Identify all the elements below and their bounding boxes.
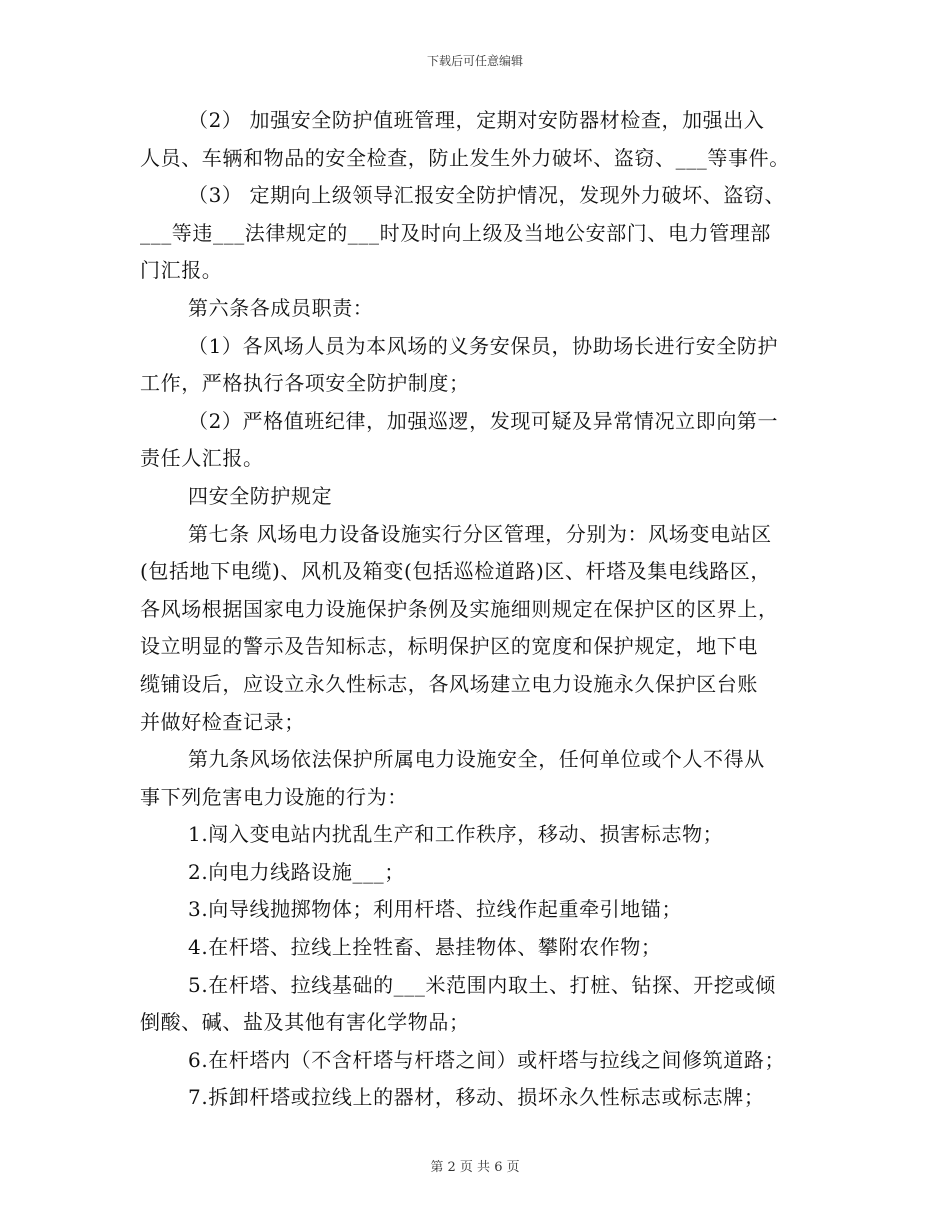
paragraph-line: 第七条 风场电力设备设施实行分区管理，分别为：风场变电站区 [188,521,772,546]
paragraph-line: 并做好检查记录； [140,709,305,734]
list-item: 倒酸、碱、盐及其他有害化学物品； [140,1010,470,1035]
list-item: 7.拆卸杆塔或拉线上的器材，移动、损坏永久性标志或标志牌； [188,1085,765,1110]
list-item: 4.在杆塔、拉线上拴牲畜、悬挂物体、攀附农作物； [188,935,662,960]
page-footer: 第 2 页 共 6 页 [430,1160,520,1175]
paragraph-line: ___等违___法律规定的___时及时向上级及当地公安部门、电力管理部 [140,220,771,245]
paragraph-line: 人员、车辆和物品的安全检查，防止发生外力破坏、盗窃、___等事件。 [140,145,790,170]
list-item: 3.向导线抛掷物体；利用杆塔、拉线作起重牵引地锚； [188,897,683,922]
list-item: 6.在杆塔内（不含杆塔与杆塔之间）或杆塔与拉线之间修筑道路； [188,1047,786,1072]
paragraph-line: （3） 定期向上级领导汇报安全防护情况，发现外力破坏、盗窃、 [188,183,786,208]
paragraph-line: （2） 加强安全防护值班管理，定期对安防器材检查，加强出入 [188,108,765,132]
paragraph-line: 缆铺设后，应设立永久性标志，各风场建立电力设施永久保护区台账 [140,671,758,696]
paragraph-line: 事下列危害电力设施的行为： [140,784,408,809]
page-header: 下载后可任意编辑 [426,54,523,68]
paragraph-line: 门汇报。 [140,258,223,283]
section-heading: 四安全防护规定 [188,483,333,508]
paragraph-line: 工作，严格执行各项安全防护制度； [140,371,470,396]
paragraph-line: 第六条各成员职责： [188,295,374,320]
paragraph-line: 设立明显的警示及告知标志，标明保护区的宽度和保护规定，地下电 [140,634,758,659]
list-item: 2.向电力线路设施___； [188,859,405,884]
paragraph-line: （1）各风场人员为本风场的义务安保员，协助场长进行安全防护 [188,333,779,358]
list-item: 5.在杆塔、拉线基础的___米范围内取土、打桩、钻探、开挖或倾 [188,972,776,997]
paragraph-line: 责任人汇报。 [140,446,264,471]
paragraph-line: 各风场根据国家电力设施保护条例及实施细则规定在保护区的区界上， [140,596,779,621]
paragraph-line: （2）严格值班纪律，加强巡逻，发现可疑及异常情况立即向第一 [188,408,779,433]
paragraph-line: (包括地下电缆)、风机及箱变(包括巡检道路)区、杆塔及集电线路区， [140,559,772,584]
list-item: 1.闯入变电站内扰乱生产和工作秩序，移动、损害标志物； [188,822,724,847]
paragraph-line: 第九条风场依法保护所属电力设施安全，任何单位或个人不得从 [188,747,765,772]
document-body [140,110,820,1125]
